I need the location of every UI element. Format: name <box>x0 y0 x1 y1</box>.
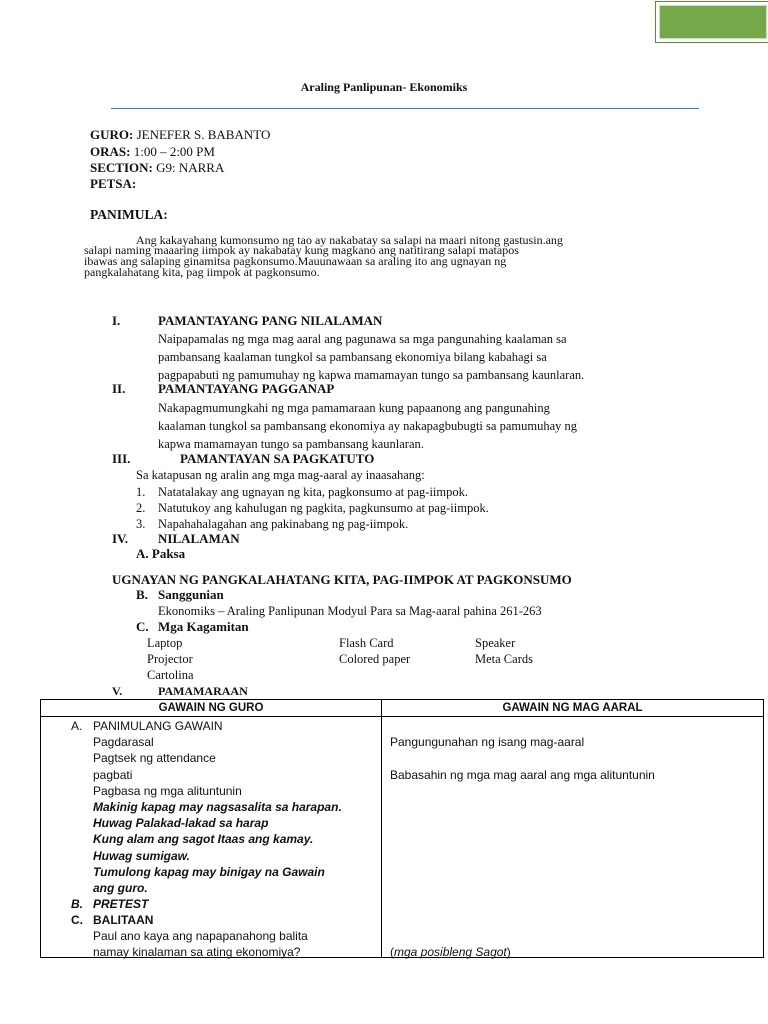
posibleng-sagot: mga posibleng Sagot <box>394 945 507 959</box>
c-letter: C. <box>71 913 83 927</box>
section-1-line-1: Naipapamalas ng mga mag aaral ang pagunawa sa mga pangunahing kaalaman sa <box>158 332 567 346</box>
balitaan-line-2: namay kinalaman sa ating ekonomiya? <box>93 945 301 959</box>
a-letter: A. <box>71 719 83 733</box>
header-color-box <box>656 2 768 42</box>
rule-1: Makinig kapag may nagsasalita sa harapan. <box>93 800 342 814</box>
table-row <box>41 717 764 958</box>
section-5-heading: PAMAMARAAN <box>158 684 248 698</box>
mag-aaral-cell <box>382 717 764 958</box>
kagamitan-label: Mga Kagamitan <box>158 619 249 634</box>
rule-5: Tumulong kapag may binigay na Gawain <box>93 865 325 879</box>
section-3-number: III. <box>112 451 131 466</box>
objective-3-text: Napahahalagahan ang pakinabang ng pag-iimpok. <box>158 517 409 531</box>
section-1-number: I. <box>112 313 121 328</box>
b-letter: B. <box>71 897 83 911</box>
material-colored-paper: Colored paper <box>339 652 411 666</box>
petsa-label: PETSA: <box>90 176 137 191</box>
objective-2-text: Natutukoy ang kahulugan ng pagkita, pagkunsumo at pag-iimpok. <box>158 501 489 515</box>
section-2-line-3: kapwa mamamayan tungo sa pambansang kaunlaran. <box>158 437 424 451</box>
paren-close: ) <box>506 945 511 959</box>
oras-line <box>90 144 215 160</box>
col-header-guro: GAWAIN NG GURO <box>41 700 382 717</box>
oras-value: 1:00 – 2:00 PM <box>133 144 215 159</box>
objective-3-number: 3. <box>136 517 146 531</box>
rule-6: ang guro. <box>93 881 148 895</box>
section-2-number: II. <box>112 381 126 396</box>
section-3-heading: PAMANTAYAN SA PAGKATUTO <box>180 451 375 466</box>
aaral-response-1: Pangungunahan ng isang mag-aaral <box>390 735 585 749</box>
guro-cell <box>41 717 382 958</box>
section-1-line-3: pagpapabuti ng pamumuhay ng kapwa mamamayan tungo sa pambansang kaunlaran. <box>158 368 585 382</box>
material-cartolina: Cartolina <box>147 668 194 682</box>
material-laptop: Laptop <box>147 636 183 650</box>
material-projector: Projector <box>147 652 193 666</box>
section-4-number: IV. <box>112 531 129 546</box>
aaral-response-3 <box>390 945 511 959</box>
section-label: SECTION: <box>90 160 153 175</box>
b-label: PRETEST <box>93 897 149 911</box>
guro-line <box>90 127 270 143</box>
aaral-response-2: Babasahin ng mga mag aaral ang mga alituntunin <box>390 768 655 782</box>
lesson-procedure-table <box>40 699 764 958</box>
rule-3: Kung alam ang sagot Itaas ang kamay. <box>93 832 314 846</box>
sanggunian-text: Ekonomiks – Araling Panlipunan Modyul Para sa Mag-aaral pahina 261-263 <box>158 604 542 618</box>
section-1-line-2: pambansang kaalaman tungkol sa pambansang ekonomiya bilang kabahagi sa <box>158 350 547 364</box>
guro-line-pagbati: pagbati <box>93 768 133 782</box>
paksa-label: A. Paksa <box>136 546 186 561</box>
title-underline <box>111 108 699 109</box>
section-3-intro: Sa katapusan ng aralin ang mga mag-aaral ay inaasahang: <box>136 468 425 482</box>
panimula-line-3: ibawas ang salaping ginamitsa pagkonsumo.Mauunawaan sa araling ito ang ugnayan ng <box>84 254 507 268</box>
paren-open: ( <box>390 945 394 959</box>
guro-line-alituntunin: Pagbasa ng mga alituntunin <box>93 784 242 798</box>
panimula-line-4: pangkalahatang kita, pag iimpok at pagkonsumo. <box>84 265 320 279</box>
section-line <box>90 160 224 176</box>
oras-label: ORAS: <box>90 144 131 159</box>
objective-1-text: Natatalakay ang ugnayan ng kita, pagkonsumo at pag-iimpok. <box>158 485 468 499</box>
section-2-heading: PAMANTAYANG PAGGANAP <box>158 381 335 396</box>
c-label: BALITAAN <box>93 913 154 927</box>
rule-2: Huwag Palakad-lakad sa harap <box>93 816 269 830</box>
petsa-line <box>90 176 136 192</box>
material-speaker: Speaker <box>475 636 516 650</box>
guro-label: GURO: <box>90 127 134 142</box>
table-header-row <box>41 700 764 717</box>
section-2-line-2: kaalaman tungkol sa pambansang ekonomiya ay nakapagbubugti sa pamumuhay ng <box>158 419 577 433</box>
panimula-line-1: Ang kakayahang kumonsumo ng tao ay nakabatay sa salapi na maari nitong gastusin.ang <box>136 233 563 247</box>
rule-4: Huwag sumigaw. <box>93 849 190 863</box>
guro-value: JENEFER S. BABANTO <box>136 127 271 142</box>
panimula-line-2: salapi naming maaaring iimpok ay nakabatay kung magkano ang natitirang salapi matapos <box>84 243 519 257</box>
topic-title: UGNAYAN NG PANGKALAHATANG KITA, PAG-IIMPOK AT PAGKONSUMO <box>112 572 572 587</box>
objective-1-number: 1. <box>136 485 146 499</box>
material-meta-cards: Meta Cards <box>475 652 533 666</box>
balitaan-line-1: Paul ano kaya ang napapanahong balita <box>93 929 308 943</box>
section-5-number: V. <box>112 684 123 698</box>
section-value: G9: NARRA <box>156 160 225 175</box>
guro-line-pagdarasal: Pagdarasal <box>93 735 154 749</box>
document-title: Araling Panlipunan- Ekonomiks <box>300 80 468 94</box>
material-flash-card: Flash Card <box>339 636 394 650</box>
kagamitan-letter: C. <box>136 619 149 634</box>
sanggunian-letter: B. <box>136 587 148 602</box>
objective-2-number: 2. <box>136 501 146 515</box>
panimula-heading: PANIMULA: <box>90 207 168 222</box>
col-header-mag-aaral: GAWAIN NG MAG AARAL <box>382 700 764 717</box>
guro-line-attendance: Pagtsek ng attendance <box>93 751 216 765</box>
a-label: PANIMULANG GAWAIN <box>93 719 223 733</box>
section-4-heading: NILALAMAN <box>158 531 240 546</box>
section-2-line-1: Nakapagmumungkahi ng mga pamamaraan kung papaanong ang pangunahing <box>158 401 550 415</box>
section-1-heading: PAMANTAYANG PANG NILALAMAN <box>158 313 383 328</box>
sanggunian-label: Sanggunian <box>158 587 224 602</box>
